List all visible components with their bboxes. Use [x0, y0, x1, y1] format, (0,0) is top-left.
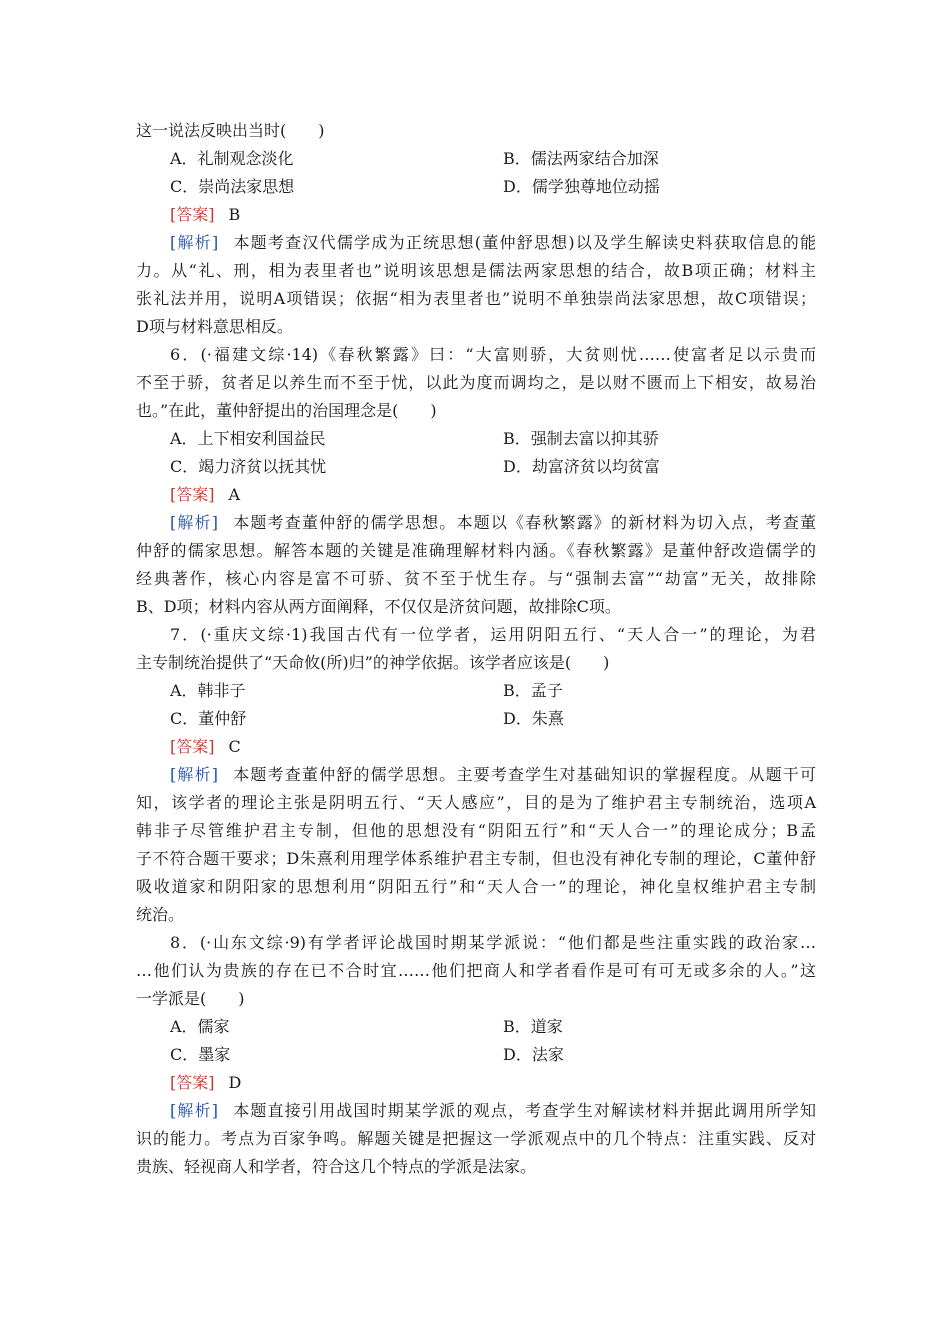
analysis-text: 本题考查董仲舒的儒学思想。本题以《春秋繁露》的新材料为切入点，考查董	[232, 513, 816, 532]
q8-stem-line-3: 一学派是( )	[136, 989, 245, 1008]
q7-stem-line-2: 主专制统治提供了“天命攸(所)归”的神学依据。该学者应该是( )	[136, 653, 610, 672]
q6-stem-line-2: 不至于骄，贫者足以养生而不至于忧，以此为度而调均之，是以财不匮而上下相安，故易治	[136, 373, 816, 392]
q5-option-b: B．儒法两家结合加深	[503, 149, 659, 168]
q7-answer	[170, 737, 816, 757]
q6-analysis-line-3: 经典著作，核心内容是富不可骄、贫不至于忧生存。与“强制去富”“劫富”无关，故排除	[136, 569, 816, 588]
q8-analysis-line-1	[170, 1101, 816, 1121]
q7-analysis-line-6: 统治。	[136, 905, 185, 924]
q6-stem-line-1: 6．(·福建文综·14)《春秋繁露》曰：“大富则骄，大贫则忧……使富者足以示贵而	[170, 345, 816, 364]
q6-option-c: C．竭力济贫以抚其忧	[170, 457, 327, 476]
answer-value: B	[228, 205, 241, 224]
q8-option-a: A．儒家	[170, 1017, 230, 1036]
q7-analysis-line-5: 吸收道家和阴阳家的思想利用“阴阳五行”和“天人合一”的理论，神化皇权维护君主专制	[136, 877, 816, 896]
q8-analysis-line-3: 贵族、轻视商人和学者，符合这几个特点的学派是法家。	[136, 1157, 537, 1176]
q5-option-a: A．礼制观念淡化	[170, 149, 294, 168]
answer-value: A	[228, 485, 241, 504]
q7-analysis-line-3: 韩非子尽管维护君主专制，但他的思想没有“阴阳五行”和“天人合一”的理论成分；B孟	[136, 821, 816, 840]
analysis-text: 本题直接引用战国时期某学派的观点，考查学生对解读材料并据此调用所学知	[232, 1101, 816, 1120]
answer-tag: [答案]	[170, 485, 215, 504]
analysis-tag: [解析]	[170, 765, 219, 784]
analysis-text: 本题考查董仲舒的儒学思想。主要考查学生对基础知识的掌握程度。从题干可	[232, 765, 816, 784]
q5-answer	[170, 205, 816, 225]
answer-value: D	[228, 1073, 242, 1092]
q5-analysis-line-2: 力。从“礼、刑，相为表里者也”说明该思想是儒法两家思想的结合，故B项正确；材料主	[136, 261, 816, 280]
answer-tag: [答案]	[170, 1073, 215, 1092]
q7-option-d: D．朱熹	[503, 709, 564, 728]
q7-stem-line-1: 7．(·重庆文综·1)我国古代有一位学者，运用阴阳五行、“天人合一”的理论，为君	[170, 625, 816, 644]
q8-stem-line-1: 8．(·山东文综·9)有学者评论战国时期某学派说：“他们都是些注重实践的政治家…	[170, 933, 816, 952]
q5-option-c: C．崇尚法家思想	[170, 177, 295, 196]
q8-analysis-line-2: 识的能力。考点为百家争鸣。解题关键是把握这一学派观点中的几个特点：注重实践、反对	[136, 1129, 816, 1148]
q7-option-b: B．孟子	[503, 681, 563, 700]
q5-analysis-line-4: D项与材料意思相反。	[136, 317, 293, 336]
q5-analysis-line-3: 张礼法并用，说明A项错误；依据“相为表里者也”说明不单独崇尚法家思想，故C项错误；	[136, 289, 816, 308]
q5-analysis-line-1	[170, 233, 816, 253]
q6-analysis-line-1	[170, 513, 816, 533]
answer-value: C	[228, 737, 241, 756]
q7-analysis-line-1	[170, 765, 816, 785]
analysis-tag: [解析]	[170, 513, 219, 532]
q6-option-a: A．上下相安利国益民	[170, 429, 326, 448]
q8-option-c: C．墨家	[170, 1045, 231, 1064]
q6-option-d: D．劫富济贫以均贫富	[503, 457, 660, 476]
q6-answer	[170, 485, 816, 505]
analysis-text: 本题考查汉代儒学成为正统思想(董仲舒思想)以及学生解读史料获取信息的能	[232, 233, 816, 252]
q7-analysis-line-2: 知，该学者的理论主张是阴明五行、“天人感应”，目的是为了维护君主专制统治，选项A	[136, 793, 816, 812]
analysis-tag: [解析]	[170, 1101, 219, 1120]
q7-analysis-line-4: 子不符合题干要求；D朱熹利用理学体系维护君主专制，但也没有神化专制的理论，C董仲舒	[136, 849, 816, 868]
q7-option-c: C．董仲舒	[170, 709, 247, 728]
q6-option-b: B．强制去富以抑其骄	[503, 429, 659, 448]
q8-answer	[170, 1073, 816, 1093]
answer-tag: [答案]	[170, 205, 215, 224]
q6-stem-line-3: 也。”在此，董仲舒提出的治国理念是( )	[136, 401, 437, 420]
analysis-tag: [解析]	[170, 233, 219, 252]
q6-analysis-line-2: 仲舒的儒家思想。解答本题的关键是准确理解材料内涵。《春秋繁露》是董仲舒改造儒学的	[136, 541, 816, 560]
q5-stem-tail: 这一说法反映出当时( )	[136, 121, 325, 140]
q8-stem-line-2: …他们认为贵族的存在已不合时宜……他们把商人和学者看作是可有可无或多余的人。”这	[136, 961, 816, 980]
q8-option-b: B．道家	[503, 1017, 563, 1036]
q5-option-d: D．儒学独尊地位动摇	[503, 177, 660, 196]
q7-option-a: A．韩非子	[170, 681, 246, 700]
q8-option-d: D．法家	[503, 1045, 564, 1064]
q6-analysis-line-4: B、D项；材料内容从两方面阐释，不仅仅是济贫问题，故排除C项。	[136, 597, 621, 616]
answer-tag: [答案]	[170, 737, 215, 756]
